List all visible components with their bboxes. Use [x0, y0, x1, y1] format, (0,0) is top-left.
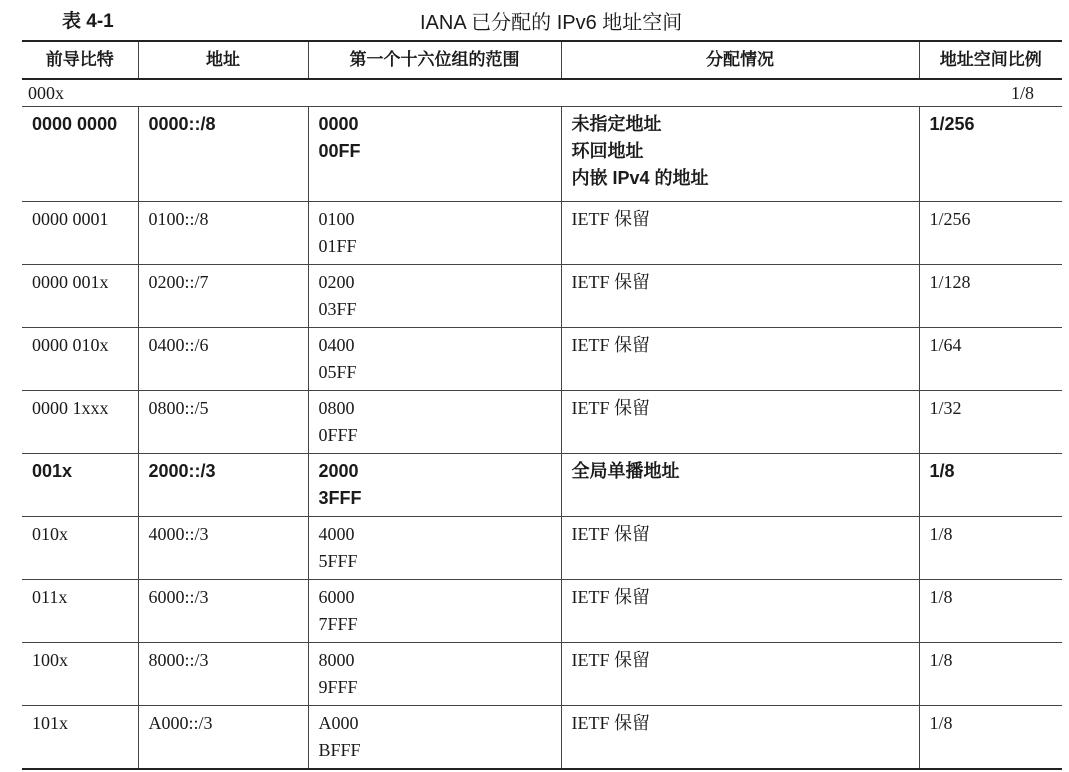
cell-leading-bits: 101x — [22, 706, 138, 770]
cell-allocation: 全局单播地址 — [561, 454, 919, 517]
cell-leading-bits: 100x — [22, 643, 138, 706]
table-row — [22, 706, 1062, 770]
cell-range — [308, 643, 561, 706]
group-row-000x — [22, 79, 1062, 107]
cell-allocation: IETF 保留 — [561, 265, 919, 328]
cell-leading-bits: 0000 0000 — [22, 107, 138, 202]
cell-address: A000::/3 — [138, 706, 308, 770]
range-end: 0FFF — [318, 425, 358, 445]
cell-address: 0000::/8 — [138, 107, 308, 202]
header-leading-bits: 前导比特 — [22, 41, 138, 79]
cell-address: 0100::/8 — [138, 202, 308, 265]
range-end: 01FF — [318, 236, 357, 256]
cell-range — [308, 107, 561, 202]
cell-ratio: 1/256 — [919, 202, 1062, 265]
header-first-hextet-range: 第一个十六位组的范围 — [308, 41, 561, 79]
table-row — [22, 265, 1062, 328]
cell-range — [308, 391, 561, 454]
cell-address: 8000::/3 — [138, 643, 308, 706]
header-address: 地址 — [138, 41, 308, 79]
cell-leading-bits: 001x — [22, 454, 138, 517]
cell-ratio: 1/8 — [919, 580, 1062, 643]
allocation-line: 未指定地址 — [571, 114, 662, 134]
range-start: 0800 — [318, 398, 355, 418]
cell-address: 0200::/7 — [138, 265, 308, 328]
cell-leading-bits: 0000 1xxx — [22, 391, 138, 454]
cell-ratio: 1/128 — [919, 265, 1062, 328]
cell-allocation: IETF 保留 — [561, 706, 919, 770]
range-start: 0000 — [318, 114, 359, 134]
range-start: 0400 — [318, 335, 355, 355]
cell-ratio: 1/32 — [919, 391, 1062, 454]
cell-address: 2000::/3 — [138, 454, 308, 517]
group-prefix: 000x — [22, 79, 919, 107]
cell-ratio: 1/8 — [919, 454, 1062, 517]
range-end: 05FF — [318, 362, 357, 382]
allocation-line: 环回地址 — [571, 141, 644, 161]
range-end: 00FF — [318, 141, 361, 161]
cell-leading-bits: 0000 001x — [22, 265, 138, 328]
cell-leading-bits: 010x — [22, 517, 138, 580]
cell-address: 0800::/5 — [138, 391, 308, 454]
table-row — [22, 454, 1062, 517]
group-ratio: 1/8 — [919, 79, 1062, 107]
iana-ipv6-address-table — [22, 40, 1062, 770]
cell-allocation: IETF 保留 — [561, 202, 919, 265]
range-start: 4000 — [318, 524, 355, 544]
cell-ratio: 1/8 — [919, 517, 1062, 580]
cell-address: 0400::/6 — [138, 328, 308, 391]
table-row — [22, 328, 1062, 391]
range-start: 6000 — [318, 587, 355, 607]
allocation-line: 内嵌 IPv4 的地址 — [571, 168, 709, 188]
range-start: 8000 — [318, 650, 355, 670]
range-start: A000 — [318, 713, 359, 733]
table-number: 表 4-1 — [62, 11, 114, 32]
range-end: 5FFF — [318, 551, 358, 571]
range-end: 3FFF — [318, 488, 362, 508]
range-end: 7FFF — [318, 614, 358, 634]
cell-address: 6000::/3 — [138, 580, 308, 643]
range-end: 9FFF — [318, 677, 358, 697]
table-row — [22, 643, 1062, 706]
cell-leading-bits: 0000 010x — [22, 328, 138, 391]
cell-range — [308, 706, 561, 770]
cell-range — [308, 265, 561, 328]
header-allocation: 分配情况 — [561, 41, 919, 79]
cell-address: 4000::/3 — [138, 517, 308, 580]
cell-ratio: 1/256 — [919, 107, 1062, 202]
cell-allocation: IETF 保留 — [561, 517, 919, 580]
cell-ratio: 1/64 — [919, 328, 1062, 391]
table-row — [22, 580, 1062, 643]
header-address-space-ratio: 地址空间比例 — [919, 41, 1062, 79]
range-end: BFFF — [318, 740, 361, 760]
table-row — [22, 517, 1062, 580]
cell-range — [308, 328, 561, 391]
range-start: 2000 — [318, 461, 359, 481]
table-title: IANA 已分配的 IPv6 地址空间 — [420, 12, 683, 34]
cell-leading-bits: 0000 0001 — [22, 202, 138, 265]
range-end: 03FF — [318, 299, 357, 319]
table-caption — [0, 0, 1069, 36]
range-start: 0200 — [318, 272, 355, 292]
table-header-row — [22, 41, 1062, 79]
table-row — [22, 202, 1062, 265]
table-row — [22, 391, 1062, 454]
cell-range — [308, 454, 561, 517]
cell-ratio: 1/8 — [919, 643, 1062, 706]
cell-allocation — [561, 107, 919, 202]
table-row — [22, 107, 1062, 202]
cell-range — [308, 202, 561, 265]
cell-ratio: 1/8 — [919, 706, 1062, 770]
cell-range — [308, 580, 561, 643]
cell-allocation: IETF 保留 — [561, 643, 919, 706]
range-start: 0100 — [318, 209, 355, 229]
cell-range — [308, 517, 561, 580]
cell-allocation: IETF 保留 — [561, 328, 919, 391]
cell-allocation: IETF 保留 — [561, 580, 919, 643]
cell-leading-bits: 011x — [22, 580, 138, 643]
cell-allocation: IETF 保留 — [561, 391, 919, 454]
